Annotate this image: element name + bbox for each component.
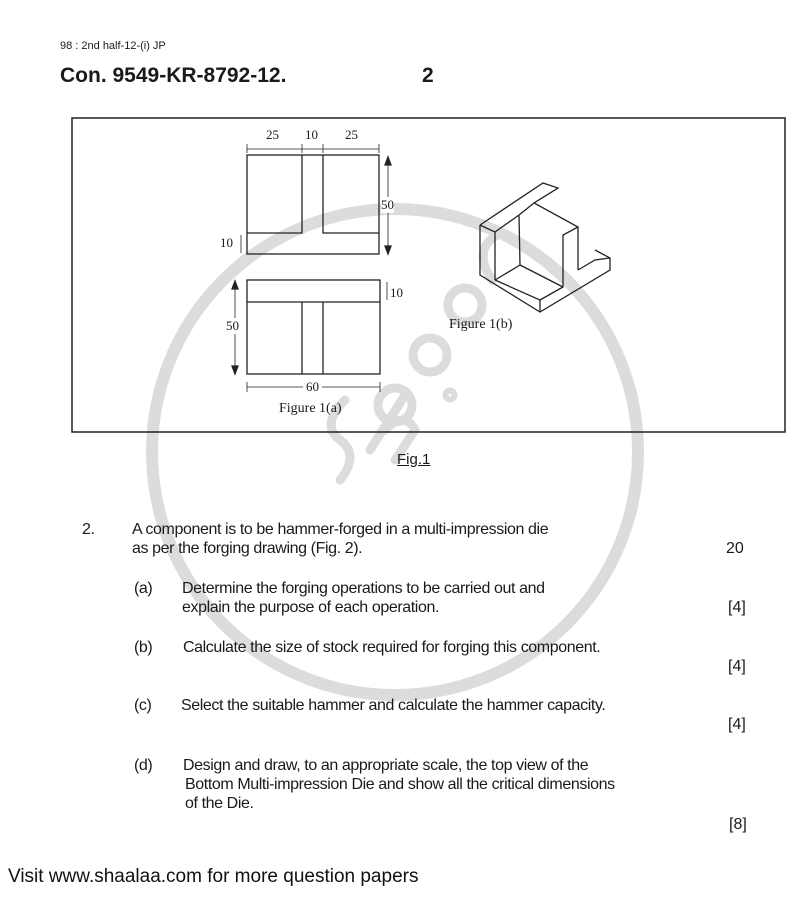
part-c-marks: [4] [728,716,746,733]
part-d-label: (d) [134,757,153,774]
part-a-line2: explain the purpose of each operation. [182,599,439,616]
part-a-marks: [4] [728,599,746,616]
question-marks: 20 [726,540,744,557]
part-d-line2: Bottom Multi-impression Die and show all the critical dimensions [185,776,615,793]
part-a-line1: Determine the forging operations to be carried out and [182,580,545,597]
part-b-marks: [4] [728,658,746,675]
part-d-marks: [8] [729,816,747,833]
dim-25-right: 25 [345,127,358,142]
part-c-label: (c) [134,697,152,714]
figure-frame [72,118,785,432]
front-view [241,144,391,254]
fig-1-caption: Fig.1 [397,451,431,468]
part-b-line1: Calculate the size of stock required for forging this component. [183,639,601,656]
part-a-label: (a) [134,580,153,597]
question-text-line1: A component is to be hammer-forged in a multi-impression die [132,521,549,538]
paper-code: Con. 9549-KR-8792-12. [60,64,287,87]
dim-10-base: 10 [220,235,233,250]
dim-50-top: 50 [381,197,394,212]
dim-25-left: 25 [266,127,279,142]
code-line: 98 : 2nd half-12-(i) JP [60,40,166,52]
part-c-line1: Select the suitable hammer and calculate the hammer capacity. [181,697,606,714]
page-number: 2 [422,64,434,87]
top-view [232,280,387,392]
part-d-line3: of the Die. [185,795,254,812]
figure-1a-caption: Figure 1(a) [279,401,342,416]
part-b-label: (b) [134,639,153,656]
dim-60: 60 [303,379,322,395]
dim-10-bottom: 10 [390,285,403,300]
isometric-view [480,183,610,312]
dim-50-bottom: 50 [226,318,239,333]
dim-10-mid: 10 [305,127,318,142]
footer-link-text[interactable]: Visit www.shaalaa.com for more question papers [8,866,419,887]
question-number: 2. [82,521,95,538]
part-d-line1: Design and draw, to an appropriate scale, the top view of the [183,757,589,774]
question-text-line2: as per the forging drawing (Fig. 2). [132,540,363,557]
figure-1b-caption: Figure 1(b) [449,317,513,332]
